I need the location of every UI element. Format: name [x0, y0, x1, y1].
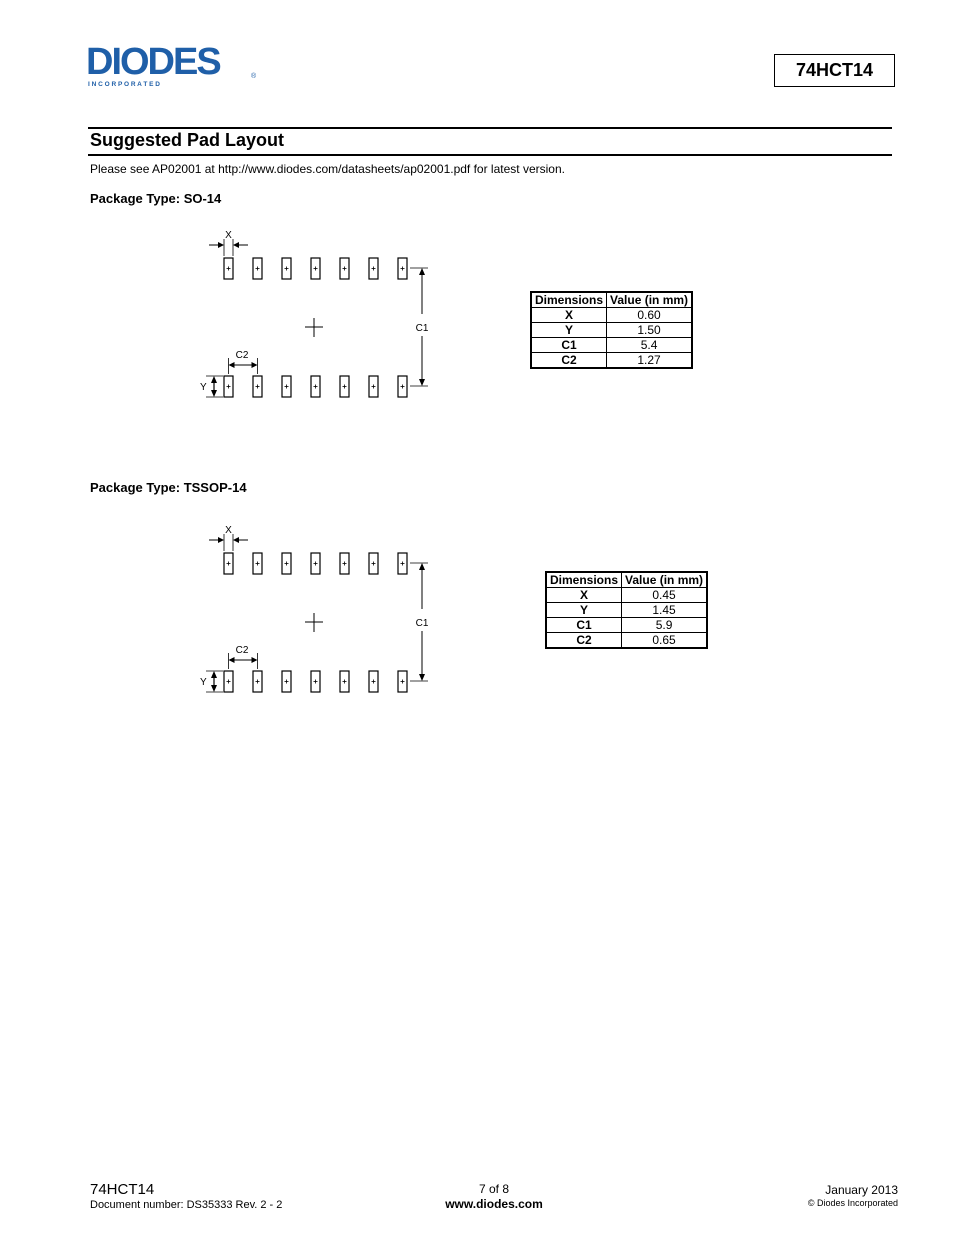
- c1-arrowhead: [419, 674, 425, 681]
- footer-document-number: Document number: DS35333 Rev. 2 - 2: [90, 1199, 283, 1211]
- dim-value: 0.65: [622, 633, 708, 649]
- c2-arrowhead: [252, 657, 258, 663]
- x-arrowhead: [233, 537, 239, 543]
- pad-layout-drawing-tssop14: [196, 521, 446, 699]
- table-header-row: [531, 292, 692, 308]
- dim-name: Y: [531, 323, 607, 338]
- logo-subtext: I N C O R P O R A T E D: [88, 81, 160, 88]
- table-header-row: [546, 572, 707, 588]
- table-row: [531, 338, 692, 353]
- dim-name: C2: [546, 633, 622, 649]
- x-arrowhead: [218, 242, 224, 248]
- package-label-so14: Package Type: SO-14: [90, 191, 222, 206]
- dim-value: 1.50: [607, 323, 693, 338]
- header-dimensions: Dimensions: [531, 292, 607, 308]
- header-value: Value (in mm): [607, 292, 693, 308]
- title-top-rule: [88, 127, 892, 129]
- dimensions-table-tssop14: [545, 571, 708, 649]
- logo-wordmark: DIODES: [86, 42, 220, 83]
- y-dimension-label: Y: [200, 677, 207, 688]
- dim-value: 0.45: [622, 588, 708, 603]
- registered-mark: ®: [251, 73, 257, 80]
- c2-dimension-label: C2: [235, 350, 249, 361]
- c2-arrowhead: [229, 657, 235, 663]
- dim-value: 0.60: [607, 308, 693, 323]
- footer-website: www.diodes.com: [445, 1197, 543, 1211]
- c1-arrowhead: [419, 563, 425, 570]
- y-dimension-label: Y: [200, 382, 207, 393]
- footer-part: 74HCT14: [90, 1181, 155, 1198]
- c1-arrowhead: [419, 379, 425, 386]
- x-dimension-label: X: [225, 230, 232, 241]
- c1-dimension-label: C1: [415, 323, 429, 334]
- dim-value: 1.45: [622, 603, 708, 618]
- y-arrowhead: [211, 685, 217, 692]
- dim-value: 5.4: [607, 338, 693, 353]
- table-row: [546, 633, 707, 649]
- y-arrowhead: [211, 671, 217, 678]
- dim-name: C2: [531, 353, 607, 369]
- dim-value: 5.9: [622, 618, 708, 633]
- table-row: [546, 603, 707, 618]
- pad-layout-drawing-so14: [196, 226, 446, 404]
- x-dimension-label: X: [225, 525, 232, 536]
- footer-date: January 2013: [825, 1183, 898, 1197]
- c1-arrowhead: [419, 268, 425, 275]
- table-row: [546, 588, 707, 603]
- c2-dimension-label: C2: [235, 645, 249, 656]
- y-arrowhead: [211, 390, 217, 397]
- table-row: [531, 308, 692, 323]
- section-title: Suggested Pad Layout: [90, 130, 285, 150]
- layout-note: Please see AP02001 at http://www.diodes.com/datasheets/ap02001.pdf for latest version.: [90, 162, 565, 176]
- footer-copyright: © Diodes Incorporated: [807, 1198, 898, 1208]
- header-dimensions: Dimensions: [546, 572, 622, 588]
- dim-name: X: [531, 308, 607, 323]
- diodes-logo: [86, 42, 258, 88]
- x-arrowhead: [233, 242, 239, 248]
- title-bottom-rule: [88, 154, 892, 156]
- dim-value: 1.27: [607, 353, 693, 369]
- y-arrowhead: [211, 376, 217, 383]
- c2-arrowhead: [229, 362, 235, 368]
- c1-dimension-label: C1: [415, 618, 429, 629]
- dim-name: C1: [546, 618, 622, 633]
- dim-name: X: [546, 588, 622, 603]
- footer-page: 7 of 8: [478, 1182, 510, 1196]
- table-row: [531, 323, 692, 338]
- header-value: Value (in mm): [622, 572, 708, 588]
- c2-arrowhead: [252, 362, 258, 368]
- dimensions-table-so14: [530, 291, 693, 369]
- table-row: [546, 618, 707, 633]
- part-number-box: [774, 54, 895, 87]
- dim-name: C1: [531, 338, 607, 353]
- part-number: 74HCT14: [795, 60, 874, 80]
- dim-name: Y: [546, 603, 622, 618]
- package-label-tssop14: Package Type: TSSOP-14: [90, 480, 247, 495]
- table-row: [531, 353, 692, 369]
- x-arrowhead: [218, 537, 224, 543]
